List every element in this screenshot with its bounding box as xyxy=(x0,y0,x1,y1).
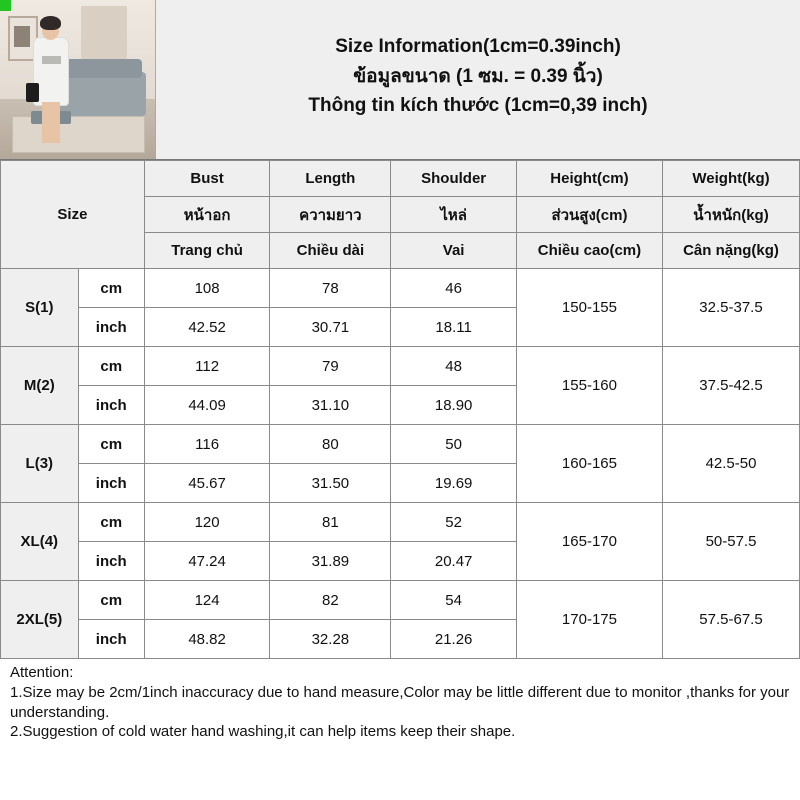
photo-model-bag xyxy=(26,83,38,102)
cell-length-inch-m: 31.10 xyxy=(270,386,391,425)
title-line-th: ข้อมูลขนาด (1 ซม. = 0.39 นิ้ว) xyxy=(353,65,603,87)
cell-shoulder-cm-2xl: 54 xyxy=(391,581,517,620)
table-header-row-en xyxy=(1,161,800,197)
cell-height-m: 155-160 xyxy=(516,347,662,425)
cell-shoulder-inch-xl: 20.47 xyxy=(391,542,517,581)
cell-weight-m: 37.5-42.5 xyxy=(663,347,800,425)
attention-line-1: 1.Size may be 2cm/1inch inaccuracy due to hand measure,Color may be little different due to monitor ,thanks for your understanding. xyxy=(10,683,790,721)
header-weight-vi: Cân nặng(kg) xyxy=(663,233,800,269)
cell-bust-cm-s: 108 xyxy=(144,269,270,308)
title-line-vi: Thông tin kích thước (1cm=0,39 inch) xyxy=(308,95,648,117)
cell-length-inch-xl: 31.89 xyxy=(270,542,391,581)
cell-bust-inch-s: 42.52 xyxy=(144,308,270,347)
cell-weight-l: 42.5-50 xyxy=(663,425,800,503)
row-unit-cm: cm xyxy=(78,581,144,620)
cell-length-cm-m: 79 xyxy=(270,347,391,386)
cell-weight-2xl: 57.5-67.5 xyxy=(663,581,800,659)
cell-shoulder-inch-l: 19.69 xyxy=(391,464,517,503)
header-height-th: ส่วนสูง(cm) xyxy=(516,197,662,233)
attention-block xyxy=(0,659,800,748)
cell-length-cm-s: 78 xyxy=(270,269,391,308)
cell-shoulder-cm-m: 48 xyxy=(391,347,517,386)
row-size-label-l: L(3) xyxy=(1,425,79,503)
cell-length-inch-2xl: 32.28 xyxy=(270,620,391,659)
cell-bust-inch-xl: 47.24 xyxy=(144,542,270,581)
cell-bust-inch-2xl: 48.82 xyxy=(144,620,270,659)
cell-shoulder-inch-m: 18.90 xyxy=(391,386,517,425)
cell-length-inch-l: 31.50 xyxy=(270,464,391,503)
title-block xyxy=(156,0,800,159)
cell-shoulder-cm-xl: 52 xyxy=(391,503,517,542)
photo-sofa xyxy=(56,72,146,117)
header-band xyxy=(0,0,800,160)
row-unit-cm: cm xyxy=(78,269,144,308)
cell-shoulder-cm-s: 46 xyxy=(391,269,517,308)
header-weight-th: น้ำหนัก(kg) xyxy=(663,197,800,233)
cell-bust-cm-2xl: 124 xyxy=(144,581,270,620)
cell-shoulder-inch-s: 18.11 xyxy=(391,308,517,347)
header-length-vi: Chiều dài xyxy=(270,233,391,269)
header-length-en: Length xyxy=(270,161,391,197)
row-unit-inch: inch xyxy=(78,386,144,425)
cell-bust-cm-xl: 120 xyxy=(144,503,270,542)
cell-bust-inch-l: 45.67 xyxy=(144,464,270,503)
header-bust-en: Bust xyxy=(144,161,270,197)
photo-model-dress xyxy=(34,38,68,105)
row-unit-cm: cm xyxy=(78,503,144,542)
cell-shoulder-inch-2xl: 21.26 xyxy=(391,620,517,659)
cell-height-xl: 165-170 xyxy=(516,503,662,581)
green-badge-icon xyxy=(0,0,11,11)
row-size-label-2xl: 2XL(5) xyxy=(1,581,79,659)
row-size-label-s: S(1) xyxy=(1,269,79,347)
header-shoulder-en: Shoulder xyxy=(391,161,517,197)
header-height-en: Height(cm) xyxy=(516,161,662,197)
table-row xyxy=(1,347,800,386)
row-unit-inch: inch xyxy=(78,308,144,347)
header-shoulder-th: ไหล่ xyxy=(391,197,517,233)
row-size-label-m: M(2) xyxy=(1,347,79,425)
cell-weight-s: 32.5-37.5 xyxy=(663,269,800,347)
cell-shoulder-cm-l: 50 xyxy=(391,425,517,464)
row-unit-inch: inch xyxy=(78,464,144,503)
row-size-label-xl: XL(4) xyxy=(1,503,79,581)
row-unit-cm: cm xyxy=(78,425,144,464)
table-row xyxy=(1,581,800,620)
size-table xyxy=(0,160,800,659)
cell-length-cm-l: 80 xyxy=(270,425,391,464)
cell-length-inch-s: 30.71 xyxy=(270,308,391,347)
header-weight-en: Weight(kg) xyxy=(663,161,800,197)
table-row xyxy=(1,425,800,464)
title-line-en: Size Information(1cm=0.39inch) xyxy=(335,35,621,57)
cell-height-2xl: 170-175 xyxy=(516,581,662,659)
cell-bust-inch-m: 44.09 xyxy=(144,386,270,425)
cell-length-cm-xl: 81 xyxy=(270,503,391,542)
product-photo xyxy=(0,0,156,159)
cell-bust-cm-m: 112 xyxy=(144,347,270,386)
row-unit-inch: inch xyxy=(78,542,144,581)
photo-model-hair xyxy=(40,16,62,30)
photo-model-legs xyxy=(42,102,61,143)
cell-weight-xl: 50-57.5 xyxy=(663,503,800,581)
header-height-vi: Chiều cao(cm) xyxy=(516,233,662,269)
row-unit-cm: cm xyxy=(78,347,144,386)
cell-height-s: 150-155 xyxy=(516,269,662,347)
table-row xyxy=(1,503,800,542)
cell-height-l: 160-165 xyxy=(516,425,662,503)
attention-heading: Attention: xyxy=(10,664,74,681)
header-length-th: ความยาว xyxy=(270,197,391,233)
cell-bust-cm-l: 116 xyxy=(144,425,270,464)
header-bust-vi: Trang chủ xyxy=(144,233,270,269)
header-shoulder-vi: Vai xyxy=(391,233,517,269)
cell-length-cm-2xl: 82 xyxy=(270,581,391,620)
header-size-cell: Size xyxy=(1,161,145,269)
table-row xyxy=(1,269,800,308)
attention-line-2: 2.Suggestion of cold water hand washing,it can help items keep their shape. xyxy=(10,723,516,741)
row-unit-inch: inch xyxy=(78,620,144,659)
header-bust-th: หน้าอก xyxy=(144,197,270,233)
